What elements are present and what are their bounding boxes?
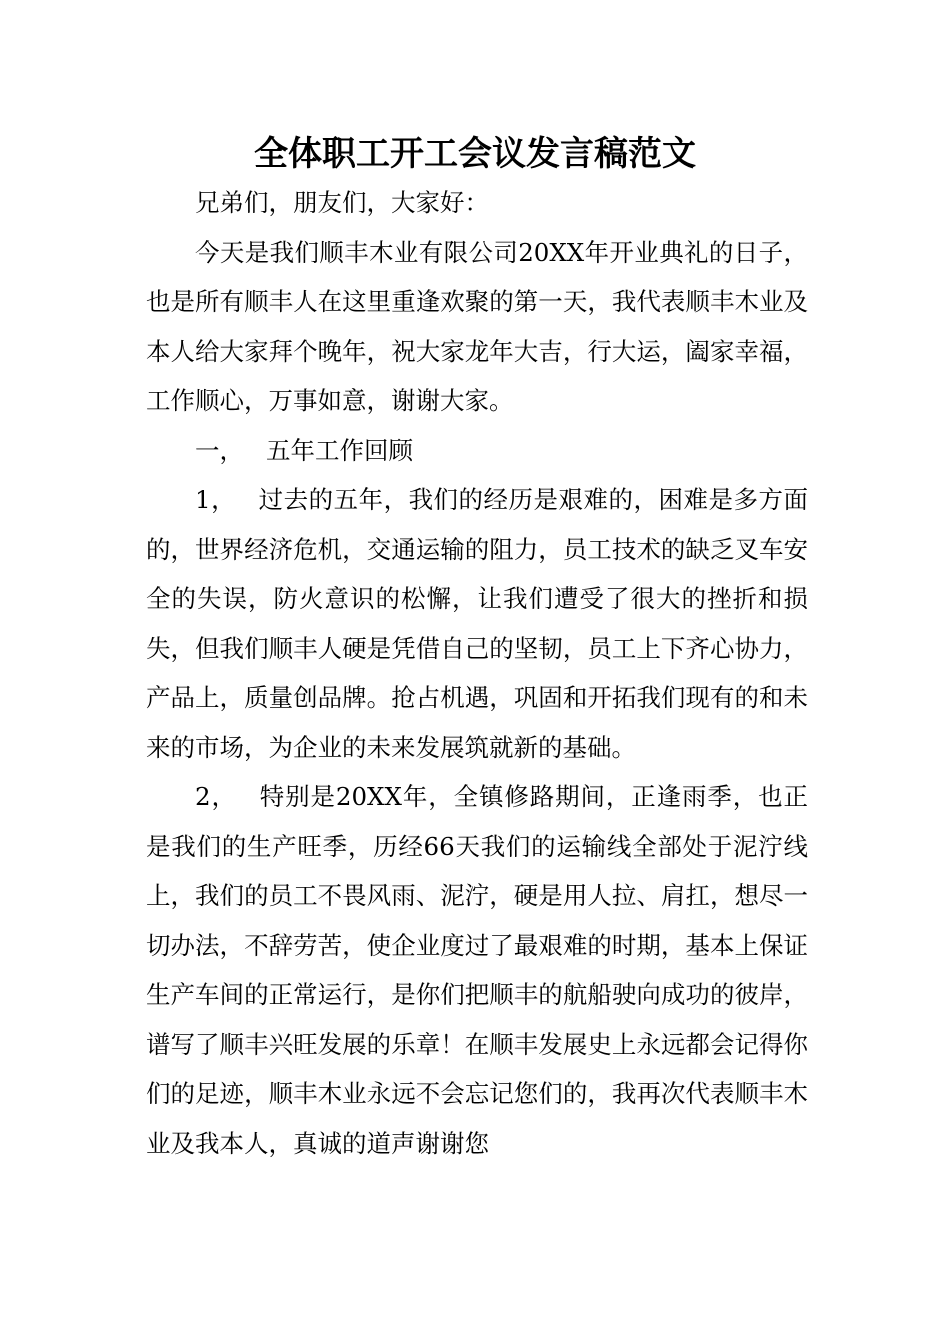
- document-body: [146, 178, 808, 1168]
- item-1-number: 1，: [195, 485, 237, 514]
- document-title: 全体职工开工会议发言稿范文: [254, 134, 696, 174]
- item-1-text: 过去的五年，我们的经历是艰难的，困难是多方面的，世界经济危机，交通运输的阻力，员工技术的缺乏叉车安全的失误，防火意识的松懈，让我们遭受了很大的挫折和损失，但我们顺丰人硬是凭借自己的坚韧，员工上下齐心协力，产品上，质量创品牌。抢占机遇，巩固和开拓我们现有的和未来的市场，为企业的未来发展筑就新的基础。: [146, 485, 809, 762]
- intro-paragraph: 今天是我们顺丰木业有限公司20XX年开业典礼的日子，也是所有顺丰人在这里重逢欢聚的第一天，我代表顺丰木业及本人给大家拜个晚年，祝大家龙年大吉，行大运，阖家幸福，工作顺心，万事如意，谢谢大家。: [146, 237, 808, 415]
- greeting-paragraph: 兄弟们，朋友们，大家好：: [195, 188, 489, 217]
- item-1-paragraph: [146, 475, 808, 772]
- section-heading: [146, 426, 808, 476]
- section-number: 一，: [195, 435, 244, 465]
- section-heading-text: 五年工作回顾: [266, 435, 413, 465]
- item-2-number: 2，: [195, 782, 237, 811]
- item-2-paragraph: [146, 772, 808, 1168]
- item-2-text: 特别是20XX年，全镇修路期间，正逢雨季，也正是我们的生产旺季，历经66天我们的运输线全部处于泥泞线上，我们的员工不畏风雨、泥泞，硬是用人拉、肩扛，想尽一切办法，不辞劳苦，使企业度过了最艰难的时期，基本上保证生产车间的正常运行，是你们把顺丰的航船驶向成功的彼岸，谱写了顺丰兴旺发展的乐章！在顺丰发展史上永远都会记得你们的足迹，顺丰木业永远不会忘记您们的，我再次代表顺丰木业及我本人，真诚的道声谢谢您: [146, 782, 809, 1158]
